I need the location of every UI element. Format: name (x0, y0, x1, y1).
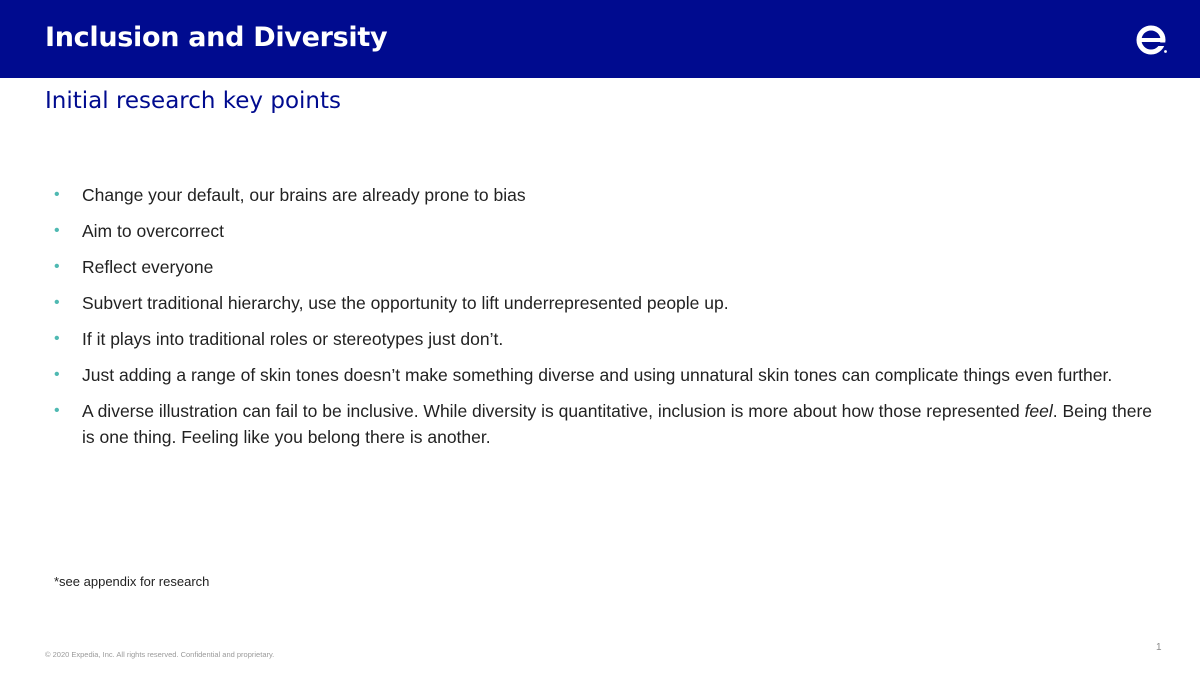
slide-subtitle: Initial research key points (45, 88, 341, 114)
bullet-item (54, 218, 1164, 244)
bullet-dot-icon: • (54, 222, 60, 239)
bullet-emphasis: feel (1024, 401, 1053, 421)
bullet-item (54, 362, 1164, 388)
bullet-dot-icon: • (54, 186, 60, 203)
bullet-item (54, 326, 1164, 352)
bullet-item (54, 398, 1164, 450)
bullet-dot-icon: • (54, 258, 60, 275)
slide-title: Inclusion and Diversity (45, 22, 388, 53)
bullet-text-part: A diverse illustration can fail to be inclusive. While diversity is quantitative, inclusion is more about how those represented (82, 401, 1025, 421)
bullet-item (54, 290, 1164, 316)
page-number: 1 (1156, 642, 1162, 653)
header-bar (0, 0, 1200, 78)
footnote: *see appendix for research (54, 574, 210, 589)
bullet-text: Subvert traditional hierarchy, use the opportunity to lift underrepresented people up. (82, 293, 729, 313)
expedia-e-icon (1134, 22, 1170, 58)
bullet-text: Reflect everyone (82, 257, 214, 277)
bullet-dot-icon: • (54, 402, 60, 419)
bullet-text: Change your default, our brains are already prone to bias (82, 185, 526, 205)
bullet-item (54, 254, 1164, 280)
copyright-notice: © 2020 Expedia, Inc. All rights reserved. Confidential and proprietary. (45, 650, 275, 659)
bullet-text-part: . Being there is one thing. Feeling like you belong there is another. (82, 401, 1153, 447)
bullet-text: Just adding a range of skin tones doesn’t make something diverse and using unnatural skin tones can complicate things even further. (82, 365, 1113, 385)
bullet-dot-icon: • (54, 330, 60, 347)
key-points-list (54, 182, 1164, 460)
bullet-dot-icon: • (54, 294, 60, 311)
bullet-text (82, 401, 1152, 447)
bullet-dot-icon: • (54, 366, 60, 383)
bullet-text: If it plays into traditional roles or stereotypes just don’t. (82, 329, 504, 349)
bullet-text: Aim to overcorrect (82, 221, 224, 241)
bullet-item (54, 182, 1164, 208)
